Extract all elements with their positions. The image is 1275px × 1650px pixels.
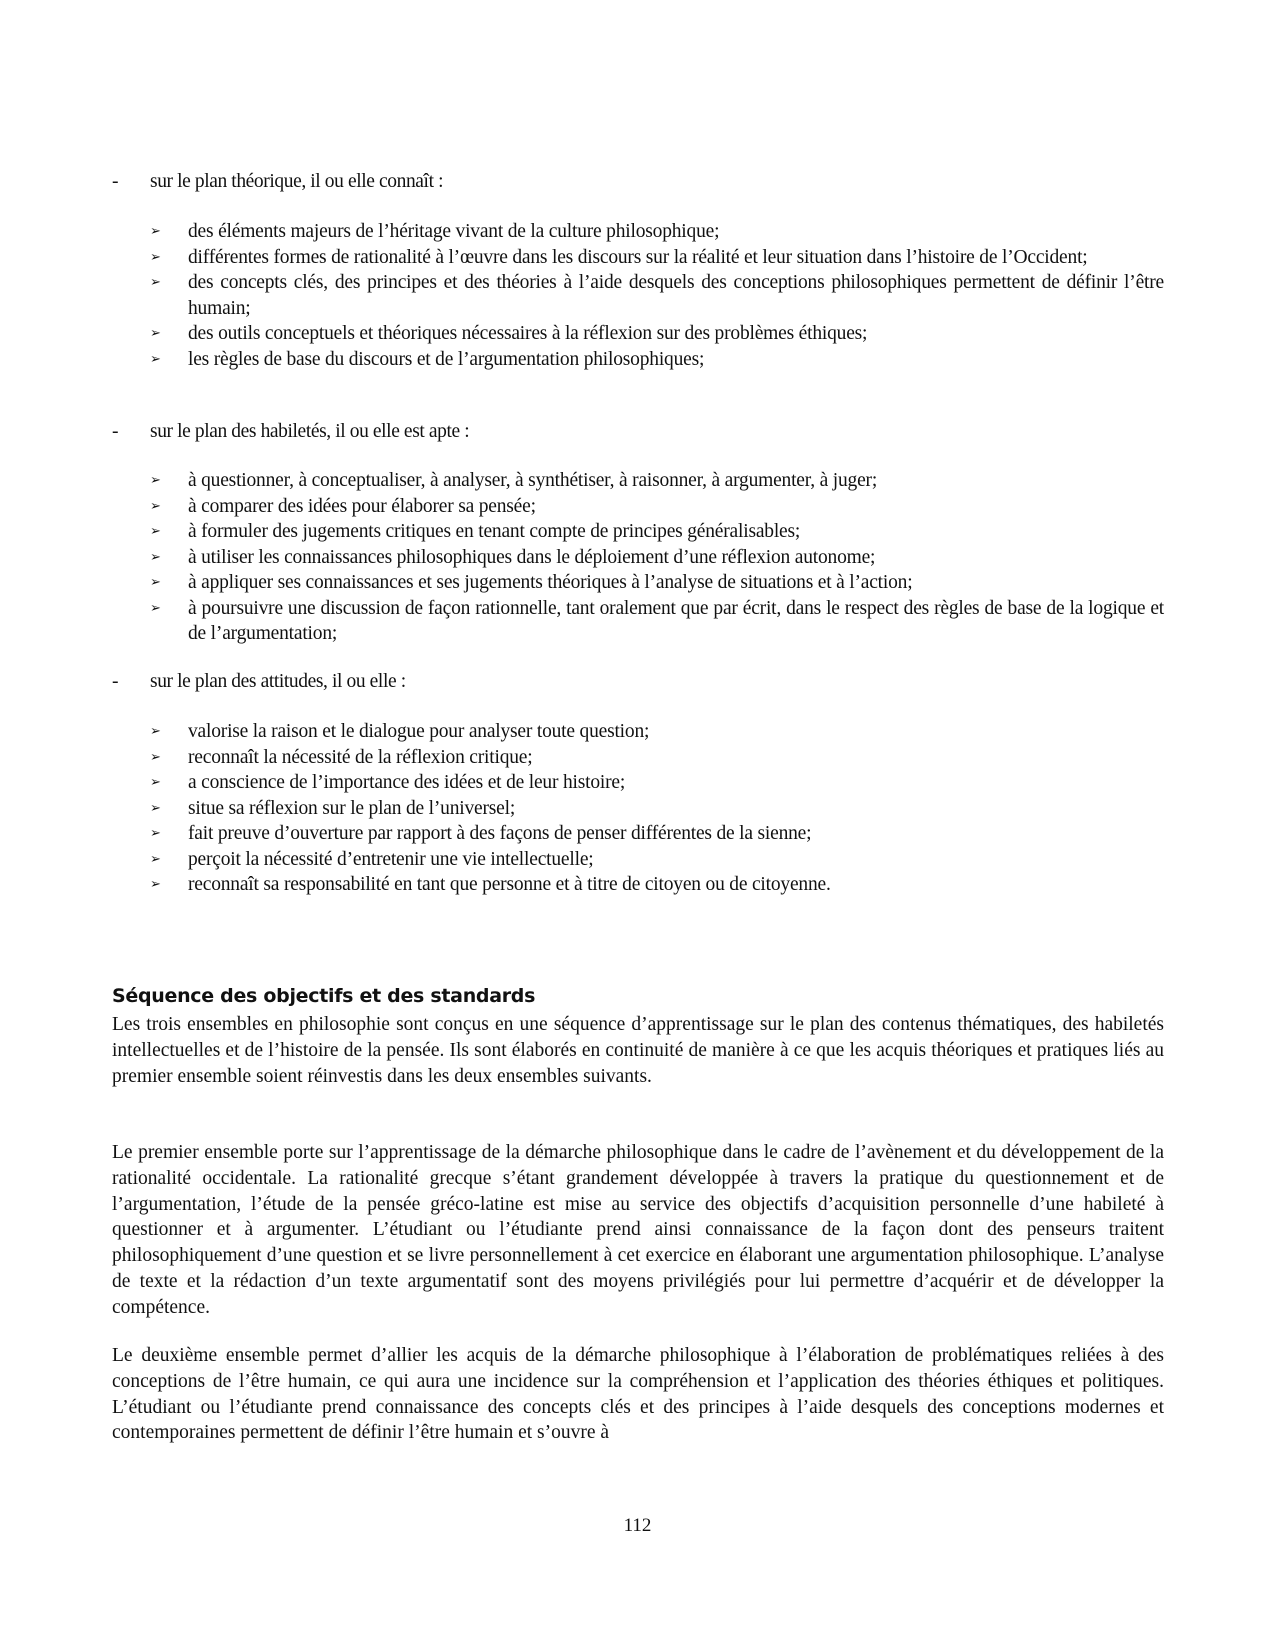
bullet-list-skills xyxy=(150,468,1164,647)
list-item: ➢ les règles de base du discours et de l’argumentation philosophiques; xyxy=(150,347,1164,373)
arrow-bullet-icon: ➢ xyxy=(150,473,161,488)
arrow-bullet-icon: ➢ xyxy=(150,275,161,290)
arrow-bullet-icon: ➢ xyxy=(150,800,161,816)
section-heading: Séquence des objectifs et des standards xyxy=(112,985,536,1007)
dash-marker: - xyxy=(112,171,119,192)
arrow-bullet-icon: ➢ xyxy=(150,249,161,265)
arrow-bullet-icon: ➢ xyxy=(150,326,161,341)
list-item: ➢ des concepts clés, des principes et des théories à l’aide desquels des conceptions philosophiques permettent de définir l’être humain; xyxy=(150,272,1164,319)
list-item: ➢ valorise la raison et le dialogue pour analyser toute question; xyxy=(150,719,1164,745)
list-item: ➢ des éléments majeurs de l’héritage vivant de la culture philosophique; xyxy=(150,219,1164,245)
list-item: ➢ à questionner, à conceptualiser, à analyser, à synthétiser, à raisonner, à argumenter, à juger; xyxy=(150,468,1164,494)
arrow-bullet-icon: ➢ xyxy=(150,724,161,739)
arrow-bullet-icon: ➢ xyxy=(150,826,161,841)
list-item: ➢ fait preuve d’ouverture par rapport à des façons de penser différentes de la sienne; xyxy=(150,821,1164,847)
section-intro-text: sur le plan théorique, il ou elle connaît : xyxy=(150,171,444,192)
list-item: ➢ a conscience de l’importance des idées et de leur histoire; xyxy=(150,770,1164,796)
list-item: ➢ situe sa réflexion sur le plan de l’universel; xyxy=(150,796,1164,822)
dash-marker: - xyxy=(112,671,119,692)
arrow-bullet-icon: ➢ xyxy=(150,775,161,790)
arrow-bullet-icon: ➢ xyxy=(150,224,161,239)
list-item: ➢ à formuler des jugements critiques en tenant compte de principes généralisables; xyxy=(150,519,1164,545)
list-item: ➢ reconnaît la nécessité de la réflexion critique; xyxy=(150,745,1164,771)
arrow-bullet-icon: ➢ xyxy=(150,749,161,765)
list-item: ➢ perçoit la nécessité d’entretenir une vie intellectuelle; xyxy=(150,847,1164,873)
arrow-bullet-icon: ➢ xyxy=(150,575,161,590)
arrow-bullet-icon: ➢ xyxy=(150,851,161,867)
list-item: ➢ des outils conceptuels et théoriques nécessaires à la réflexion sur des problèmes éthiques; xyxy=(150,321,1164,347)
paragraph-first-ensemble: Le premier ensemble porte sur l’apprentissage de la démarche philosophique dans le cadre de l’avènement et du développement de la rationalité occidentale. La rationalité grecque s’étant grandement développée à travers la pratique du questionnement et de l’argumentation, l’étude de la pensée gréco-latine est mise au service des objectifs d’acquisition personnelle d’une habileté à questionner et à argumenter. L’étudiant ou l’étudiante prend ainsi connaissance de la façon dont des penseurs traitent philosophiquement d’une question et se livre personnellement à cet exercice en élaborant une argumentation philosophique. L’analyse de texte et la rédaction d’un texte argumentatif sont des moyens privilégiés pour lui permettre d’acquérir et de développer la compétence. xyxy=(112,1142,1164,1318)
list-item: ➢ reconnaît sa responsabilité en tant que personne et à titre de citoyen ou de citoyenne. xyxy=(150,872,1164,898)
section-intro-text: sur le plan des habiletés, il ou elle est apte : xyxy=(150,421,470,442)
arrow-bullet-icon: ➢ xyxy=(150,524,161,539)
list-item: ➢ différentes formes de rationalité à l’œuvre dans les discours sur la réalité et leur situation dans l’histoire de l’Occident; xyxy=(150,245,1164,271)
arrow-bullet-icon: ➢ xyxy=(150,600,161,616)
bullet-list-attitudes xyxy=(150,719,1164,898)
paragraph-intro: Les trois ensembles en philosophie sont conçus en une séquence d’apprentissage sur le plan des contenus thématiques, des habiletés intellectuelles et de l’histoire de la pensée. Ils sont élaborés en continuité de manière à ce que les acquis théoriques et pratiques liés au premier ensemble soient réinvestis dans les deux ensembles suivants. xyxy=(112,1014,1164,1087)
page-number: 112 xyxy=(623,1515,652,1536)
arrow-bullet-icon: ➢ xyxy=(150,498,161,514)
dash-marker: - xyxy=(112,421,119,442)
bullet-list-theoretical xyxy=(150,219,1164,372)
arrow-bullet-icon: ➢ xyxy=(150,351,161,367)
list-item: ➢ à comparer des idées pour élaborer sa pensée; xyxy=(150,494,1164,520)
list-item: ➢ à utiliser les connaissances philosophiques dans le déploiement d’une réflexion autonome; xyxy=(150,545,1164,571)
section-intro-text: sur le plan des attitudes, il ou elle : xyxy=(150,671,406,692)
arrow-bullet-icon: ➢ xyxy=(150,877,161,892)
arrow-bullet-icon: ➢ xyxy=(150,549,161,565)
list-item: ➢ à appliquer ses connaissances et ses jugements théoriques à l’analyse de situations et à l’action; xyxy=(150,570,1164,596)
list-item: ➢ à poursuivre une discussion de façon rationnelle, tant oralement que par écrit, dans le respect des règles de base de la logique et de l’argumentation; xyxy=(150,597,1164,644)
paragraph-second-ensemble: Le deuxième ensemble permet d’allier les acquis de la démarche philosophique à l’élaboration de problématiques reliées à des conceptions de l’être humain, ce qui aura une incidence sur la compréhension et l’application des théories éthiques et politiques. L’étudiant ou l’étudiante prend connaissance des concepts clés et des principes à l’aide desquels des conceptions modernes et contemporaines permettent de définir l’être humain et s’ouvre à xyxy=(112,1345,1164,1444)
